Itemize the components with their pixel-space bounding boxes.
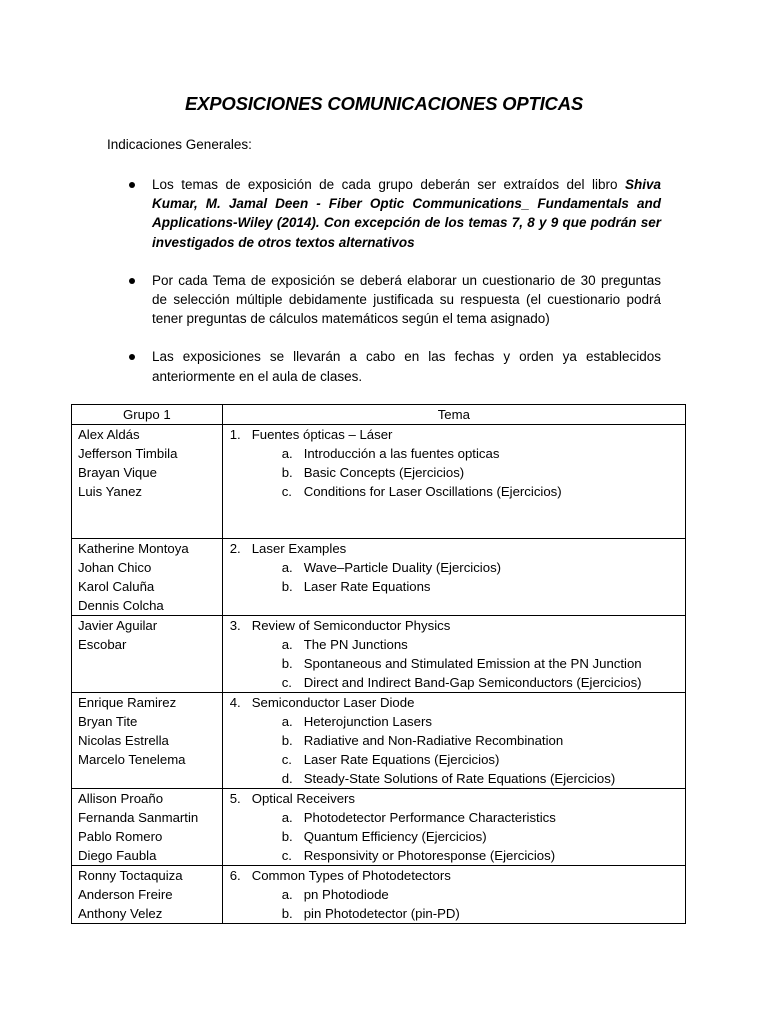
instruction-text: Los temas de exposición de cada grupo deberán ser extraídos del libro: [152, 177, 625, 192]
topic-number: 2.: [229, 541, 241, 556]
bullet-icon: [129, 354, 135, 360]
member-name: Katherine Montoya: [78, 541, 189, 556]
subtopic-letter: b.: [281, 579, 293, 594]
table-row: [72, 866, 686, 924]
subtopic-text: Photodetector Performance Characteristics: [303, 810, 556, 825]
subtopic-letter: d.: [281, 771, 293, 786]
table-row: [72, 539, 686, 616]
subtopic-letter: a.: [281, 810, 293, 825]
topic-title: [230, 539, 685, 558]
subtopic-item: [230, 885, 685, 904]
topic-cell: [222, 425, 685, 539]
subtopic-letter: b.: [281, 906, 293, 921]
subtopic-text: pin Photodetector (pin-PD): [303, 906, 460, 921]
topic-text: Semiconductor Laser Diode: [251, 695, 415, 710]
group-members-cell: [72, 789, 223, 866]
table-row: [72, 616, 686, 693]
member-name: Bryan Tite: [78, 714, 138, 729]
group-members-cell: [72, 866, 223, 924]
instruction-item: [107, 175, 661, 252]
subtopic-item: [230, 558, 685, 577]
member-name: Alex Aldás: [78, 427, 140, 442]
topic-text: Optical Receivers: [251, 791, 356, 806]
topic-title: [230, 789, 685, 808]
subtopic-letter: b.: [281, 829, 293, 844]
subtopic-text: Spontaneous and Stimulated Emission at the PN Junction: [303, 656, 642, 671]
subtopic-item: [230, 846, 685, 865]
member-name: Javier Aguilar: [78, 618, 158, 633]
member-name: Diego Faubla: [78, 848, 157, 863]
group-members-cell: [72, 693, 223, 789]
header-group: Grupo 1: [72, 405, 223, 425]
topic-title: [230, 866, 685, 885]
group-members-cell: [72, 539, 223, 616]
subtopic-item: [230, 463, 685, 482]
topic-number: 3.: [229, 618, 241, 633]
subtopic-item: [230, 750, 685, 769]
member-name: Anderson Freire: [78, 887, 173, 902]
subtopic-letter: b.: [281, 733, 293, 748]
instruction-text: Por cada Tema de exposición se deberá elaborar un cuestionario de 30 preguntas de selección múltiple debidamente justificada su respuesta (el cuestionario podrá tener preguntas de cálculos matemáticos según el tema asignado): [152, 272, 661, 327]
subtopic-text: Introducción a las fuentes opticas: [303, 446, 500, 461]
topic-text: Review of Semiconductor Physics: [251, 618, 451, 633]
subtopic-item: [230, 444, 685, 463]
subtopic-text: Radiative and Non-Radiative Recombination: [303, 733, 564, 748]
groups-table: [71, 404, 686, 924]
instruction-item: [107, 271, 661, 329]
subtopic-text: Steady-State Solutions of Rate Equations (Ejercicios): [303, 771, 616, 786]
table-row: [72, 693, 686, 789]
instruction-emphasis: Shiva Kumar, M. Jamal Deen - Fiber Optic Communications_ Fundamentals and Applications-Wiley (2014). Con excepción de los temas 7, 8 y 9 que podrán ser investigados de otros textos alternativos: [152, 177, 661, 250]
instruction-item: [107, 347, 661, 385]
subtopic-text: Basic Concepts (Ejercicios): [303, 465, 465, 480]
subtopic-item: [230, 712, 685, 731]
subtopic-letter: c.: [281, 675, 292, 690]
member-name: Marcelo Tenelema: [78, 752, 186, 767]
bullet-icon: [129, 278, 135, 284]
member-name: Ronny Toctaquiza: [78, 868, 183, 883]
subtopic-text: Laser Rate Equations (Ejercicios): [303, 752, 500, 767]
subtopic-letter: a.: [281, 714, 293, 729]
group-members-cell: [72, 616, 223, 693]
table-row: [72, 789, 686, 866]
member-name: Jefferson Timbila: [78, 446, 178, 461]
topic-cell: [222, 539, 685, 616]
subtopic-text: pn Photodiode: [303, 887, 389, 902]
subtopic-item: [230, 827, 685, 846]
table-row: [72, 425, 686, 539]
subtopic-item: [230, 577, 685, 596]
group-members-cell: [72, 425, 223, 539]
section-subtitle: Indicaciones Generales:: [107, 137, 252, 152]
subtopic-item: [230, 482, 685, 501]
topic-title: [230, 616, 685, 635]
topic-cell: [222, 866, 685, 924]
subtopic-item: [230, 654, 685, 673]
subtopic-item: [230, 635, 685, 654]
subtopic-letter: a.: [281, 560, 293, 575]
subtopic-letter: b.: [281, 465, 293, 480]
subtopic-letter: c.: [281, 484, 292, 499]
subtopic-item: [230, 904, 685, 923]
subtopic-text: The PN Junctions: [303, 637, 408, 652]
subtopic-item: [230, 769, 685, 788]
member-name: Dennis Colcha: [78, 598, 164, 613]
subtopic-letter: c.: [281, 752, 292, 767]
member-name: Allison Proaño: [78, 791, 164, 806]
topic-text: Laser Examples: [251, 541, 347, 556]
topic-title: [230, 425, 685, 444]
subtopic-text: Conditions for Laser Oscillations (Ejercicios): [303, 484, 562, 499]
member-name: Karol Caluña: [78, 579, 155, 594]
subtopic-letter: b.: [281, 656, 293, 671]
table-header-row: [72, 405, 686, 425]
page-title: EXPOSICIONES COMUNICACIONES OPTICAS: [185, 93, 583, 114]
member-name: Pablo Romero: [78, 829, 163, 844]
member-name: Johan Chico: [78, 560, 152, 575]
subtopic-text: Direct and Indirect Band-Gap Semiconductors (Ejercicios): [303, 675, 642, 690]
member-name: Enrique Ramirez: [78, 695, 177, 710]
member-name: Fernanda Sanmartin: [78, 810, 199, 825]
subtopic-text: Wave–Particle Duality (Ejercicios): [303, 560, 502, 575]
subtopic-letter: a.: [281, 637, 293, 652]
header-topic: Tema: [222, 405, 685, 425]
subtopic-text: Laser Rate Equations: [303, 579, 431, 594]
member-name: Escobar: [78, 637, 127, 652]
topic-cell: [222, 789, 685, 866]
member-name: Anthony Velez: [78, 906, 163, 921]
subtopic-item: [230, 808, 685, 827]
table-body: [72, 425, 686, 924]
subtopic-item: [230, 731, 685, 750]
topic-title: [230, 693, 685, 712]
topic-number: 5.: [229, 791, 241, 806]
member-name: Nicolas Estrella: [78, 733, 169, 748]
subtopic-text: Heterojunction Lasers: [303, 714, 432, 729]
subtopic-letter: a.: [281, 887, 293, 902]
topic-number: 6.: [229, 868, 241, 883]
topic-text: Fuentes ópticas – Láser: [251, 427, 393, 442]
member-name: Luis Yanez: [78, 484, 143, 499]
subtopic-text: Quantum Efficiency (Ejercicios): [303, 829, 487, 844]
topic-cell: [222, 616, 685, 693]
member-name: Brayan Vique: [78, 465, 157, 480]
subtopic-item: [230, 673, 685, 692]
topic-cell: [222, 693, 685, 789]
topic-number: 1.: [229, 427, 241, 442]
subtopic-letter: a.: [281, 446, 293, 461]
subtopic-letter: c.: [281, 848, 292, 863]
subtopic-text: Responsivity or Photoresponse (Ejercicios): [303, 848, 556, 863]
topic-text: Common Types of Photodetectors: [251, 868, 451, 883]
instructions-list: [107, 175, 661, 405]
bullet-icon: [129, 182, 135, 188]
topic-number: 4.: [229, 695, 241, 710]
instruction-text: Las exposiciones se llevarán a cabo en las fechas y orden ya establecidos anteriormente en el aula de clases.: [152, 349, 661, 384]
